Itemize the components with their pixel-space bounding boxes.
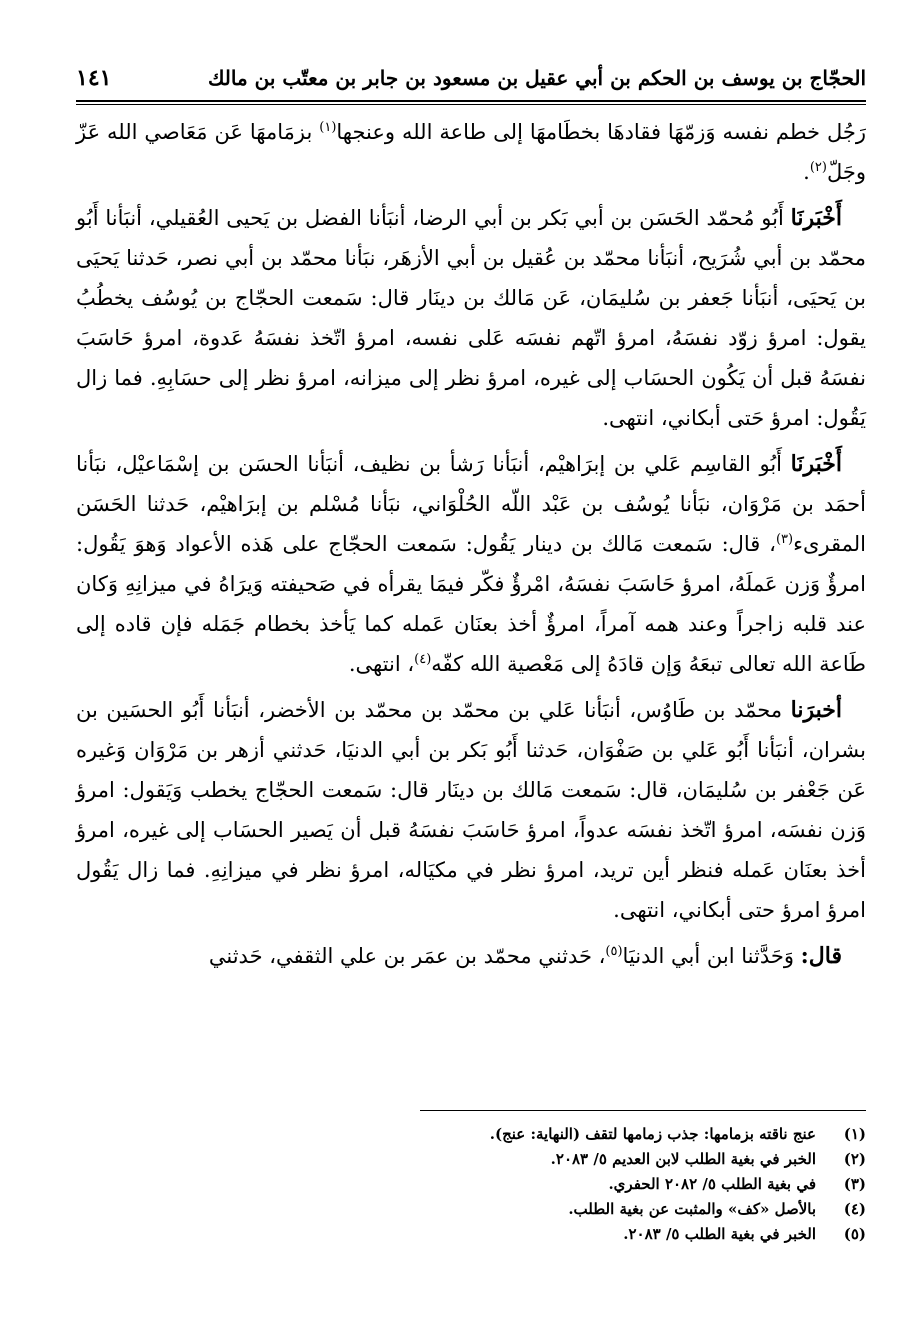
paragraph-lead: أَخْبَرنَا — [790, 205, 842, 231]
footnote-ref-5: (٥) — [605, 944, 623, 959]
footnote-ref-1: (١) — [319, 120, 337, 135]
paragraph-lead: أَخْبَرنَا — [790, 451, 842, 477]
footnote-text: الخبر في بغية الطلب ٥/ ٢٠٨٣. — [623, 1225, 816, 1243]
footnote-text: بالأصل «كف» والمثبت عن بغية الطلب. — [568, 1200, 816, 1218]
header-rule — [76, 100, 866, 105]
footnote-number: (٤) — [843, 1200, 866, 1218]
footnote-ref-2: (٢) — [809, 160, 827, 175]
footnote-number: (١) — [843, 1125, 866, 1143]
paragraph-end: . — [803, 160, 810, 184]
footnote-ref-4: (٤) — [414, 652, 432, 667]
body-text — [76, 112, 866, 982]
page-header — [76, 56, 866, 100]
paragraph-end: ، انتهى. — [348, 652, 415, 676]
paragraph-text: أَبُو مُحمّد الحَسَن بن أبي بَكر بن أبي الرضا، أنبَأنا الفضل بن يَحيى العُقيلي، أنبَأنا أَبُو محمّد بن أبي شُرَيح، أنبَأنا محمّد بن عُقيل بن أبي الأزهَر، نبَأنا محمّد بن أبي نصر، حَدثنا يَحيَى بن يَحيَى، أنبَأنا جَعفر بن سُليمَان، عَن مَالك بن دينَار قال: سَمعت الحجّاج بن يُوسُف يخطُبُ يقول: امرؤ زوّد نفسَهُ، امرؤ اتّهم نفسَه عَلى نفسه، امرؤ اتّخذ نفسَهُ عَدوة، امرؤ حَاسَبَ نفسَهُ قبل أن يَكُون الحسَاب إلى غيره، امرؤ نظر إلى ميزانه، امرؤ نظر إلى حسَابِهِ. فما زال يَقُول: امرؤ حَتى أبكاني، انتهى. — [76, 206, 866, 430]
paragraph-3 — [76, 444, 866, 684]
footnote — [76, 1172, 866, 1197]
footnote — [76, 1222, 866, 1247]
footnotes — [76, 1122, 866, 1247]
running-head: الحجّاج بن يوسف بن الحكم بن أبي عقيل بن مسعود بن جابر بن معتّب بن مالك — [207, 66, 866, 90]
paragraph-text: أَبُو القاسِم عَلي بن إبرَاهيْم، أنبَأنا رَشأ بن نظيف، أنبَأنا الحسَن بن إسْمَاعيْل، نبَأنا أحمَد بن مَرْوَان، نبَأنا يُوسُف بن عَبْد اللّه الحُلْوَاني، نبَأنا مُسْلم بن إبرَاهيْم، حَدثنا الحَسَن المقرىء — [76, 452, 866, 556]
paragraph-text: ، قال: سَمعت مَالك بن دينار يَقُول: سَمعت الحجّاج على هَذه الأعواد وَهوَ يَقُول: امرؤٌ وَزن عَملَهُ، امرؤ حَاسَبَ نفسَهُ، امْرؤٌ فكّر فيمَا يقرأه في صَحيفته وَيرَاهُ في ميزانِهِ وَكان عند قلبه زاجراً وعند همه آمراً، امرؤٌ أخذ بعنَان عَمله كما يَأخذ بخطام جَمَله فإن قاده إلى طَاعة الله تعالى تبعَهُ وَإن قادَهُ إلى مَعْصية الله كفّه — [76, 532, 866, 676]
paragraph-text: محمّد بن طَاوُس، أنبَأنا عَلي بن محمّد بن محمّد بن الأخضر، أنبَأنا أَبُو الحسَين بن بشران، أنبَأنا أَبُو عَلي بن صَفْوَان، حَدثنا أَبُو بَكر بن أبي الدنيَا، حَدثني أزهر بن مَرْوَان وَغيره عَن جَعْفر بن سُليمَان، قال: سَمعت مَالك بن دينَار قال: سَمعت الحجّاج يخطب وَيَقول: امرؤ وَزن نفسَه، امرؤ اتّخذ نفسَه عدواً، امرؤ حَاسَبَ نفسَهُ قبل أن يَصير الحسَاب إلى غيره، امرؤ أخذ بعنَان عَمله فنظر أين تريد، امرؤ نظر في مكيَاله، امرؤ نظر في ميزانِهِ. فما زال يَقُول امرؤ امرؤ حتى أبكاني، انتهى. — [76, 698, 866, 922]
paragraph-text: رَجُل خطم نفسه وَزمّهَا فقادهَا بخطَامهَا إلى طاعة الله وعنجها — [336, 120, 866, 144]
footnote-text: الخبر في بغية الطلب لابن العديم ٥/ ٢٠٨٣. — [550, 1150, 816, 1168]
footnote-text: عنج ناقته بزمامها: جذب زمامها لتقف (النهاية: عنج). — [489, 1125, 816, 1143]
footnote-rule — [420, 1110, 866, 1111]
footnote — [76, 1197, 866, 1222]
footnote-number: (٥) — [843, 1225, 866, 1243]
paragraph-text: ، حَدثني محمّد بن عمَر بن علي الثقفي، حَدثني — [208, 944, 606, 968]
paragraph-1 — [76, 112, 866, 192]
paragraph-5 — [76, 936, 866, 976]
paragraph-lead: أخبرَنا — [790, 697, 842, 723]
footnote — [76, 1147, 866, 1172]
footnote-number: (٣) — [843, 1175, 866, 1193]
paragraph-text: وَحَدَّثنا ابن أبي الدنيَا — [622, 944, 801, 968]
footnote-text: في بغية الطلب ٥/ ٢٠٨٢ الحفري. — [608, 1175, 816, 1193]
page-number: ١٤١ — [76, 65, 112, 91]
paragraph-4 — [76, 690, 866, 930]
paragraph-lead: قال: — [800, 943, 842, 969]
footnote-number: (٢) — [843, 1150, 866, 1168]
footnote-ref-3: (٣) — [775, 532, 794, 547]
paragraph-2 — [76, 198, 866, 438]
footnote — [76, 1122, 866, 1147]
paragraph-text: بزمَامهَا عَن مَعَاصي الله عَزّ وجَلّ — [76, 120, 866, 184]
